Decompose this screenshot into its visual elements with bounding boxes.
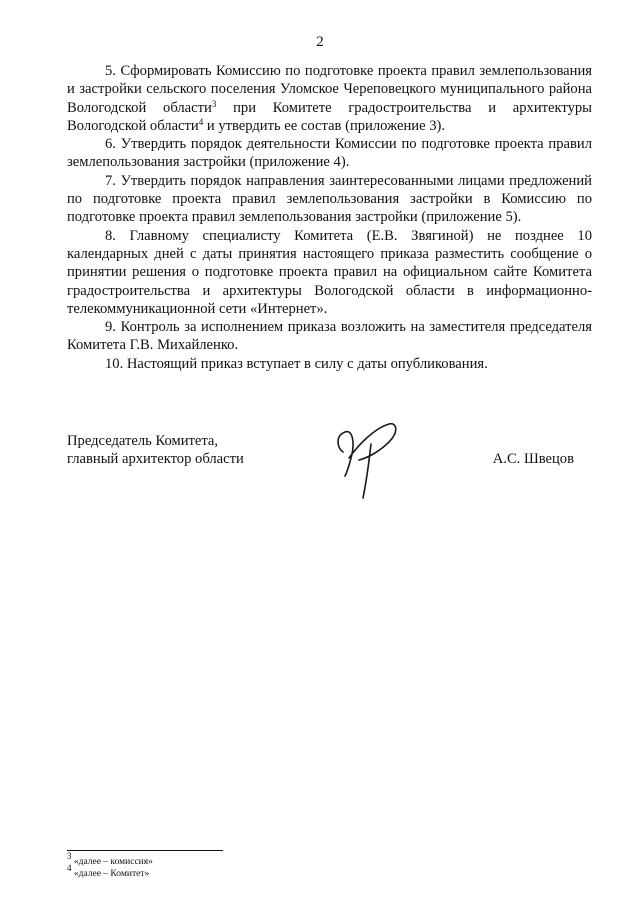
paragraph-8: 8. Главному специалисту Комитета (Е.В. Звягиной) не позднее 10 календарных дней с даты принятия настоящего приказа разместить сообщение о принятии решения о подготовке проекта правил на официальном сайте Комитета градостроительства и архитектуры Вологодской области в информационно-телекоммуникационной сети «Интернет».: [67, 227, 592, 317]
signer-title-line-1: Председатель Комитета,: [67, 433, 219, 449]
footnote-divider: [67, 850, 223, 851]
footnote-text-4: «далее – Комитет»: [71, 869, 150, 879]
footnote-ref-3: 3: [211, 98, 217, 109]
paragraph-7: 7. Утвердить порядок направления заинтересованными лицами предложений по подготовке проекта правил землепользования застройки в Комиссию по подготовке проекта правил землепользования застройки (приложение 5).: [67, 172, 592, 226]
footnote-mark-4: 4: [67, 863, 72, 873]
paragraph-5-text-b: при Комитете градостроительства и архитектуры Вологодской области: [67, 99, 592, 134]
footnote-3: [67, 851, 153, 868]
signer-title-line-2: главный архитектор области: [67, 451, 244, 468]
paragraph-6: 6. Утвердить порядок деятельности Комиссии по подготовке проекта правил землепользования застройки (приложение 4).: [67, 136, 592, 171]
paragraph-5: [67, 62, 592, 135]
paragraph-5-text-c: и утвердить ее состав (приложение 3).: [203, 117, 446, 134]
handwritten-signature: [329, 414, 409, 504]
footnote-text-3: «далее – комиссия»: [71, 857, 153, 867]
footnote-4: [67, 863, 153, 880]
signature-block: [67, 424, 592, 514]
signer-title: [67, 432, 244, 469]
page-number: 2: [316, 34, 324, 50]
footnotes: [67, 851, 153, 880]
order-body: [67, 62, 592, 373]
paragraph-5-text-a: 5. Сформировать Комиссию по подготовке проекта правил землепользования и застройки сельского поселения Уломское Череповецкого муниципального района Вологодской области: [67, 63, 592, 116]
footnote-mark-3: 3: [67, 851, 72, 861]
paragraph-10: 10. Настоящий приказ вступает в силу с даты опубликования.: [105, 355, 488, 372]
signer-name: А.С. Швецов: [492, 451, 574, 467]
paragraph-9: 9. Контроль за исполнением приказа возложить на заместителя председателя Комитета Г.В. Михайленко.: [67, 319, 592, 354]
footnote-ref-4: 4: [198, 116, 204, 127]
